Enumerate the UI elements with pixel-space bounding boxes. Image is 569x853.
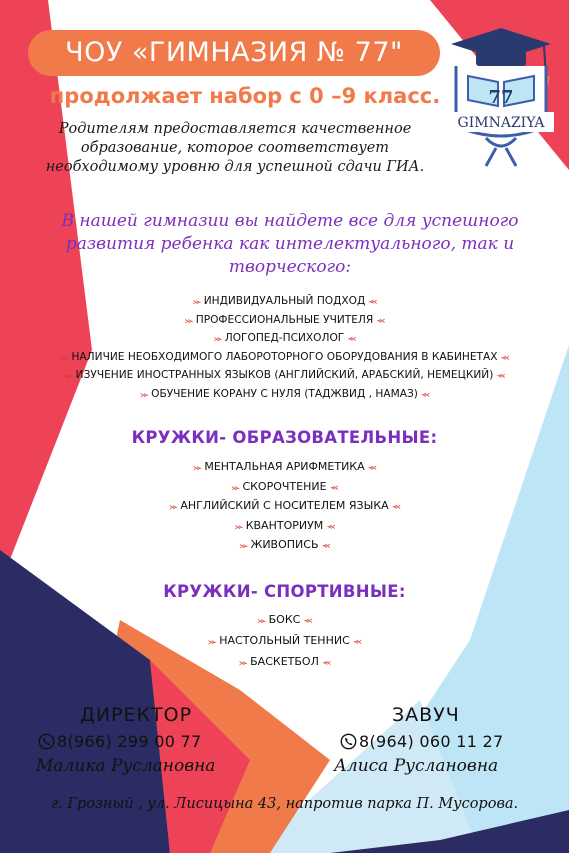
list-item: ⪼ ОБУЧЕНИЕ КОРАНУ С НУЛЯ (ТАДЖВИД , НАМАЗ) ⪻ bbox=[140, 387, 429, 400]
edu-clubs-title: КРУЖКИ- ОБРАЗОВАТЕЛЬНЫЕ: bbox=[131, 428, 438, 447]
chevron-left-icon: ⪻ bbox=[496, 371, 505, 381]
list-item: ⪼ СКОРОЧТЕНИЕ ⪻ bbox=[231, 479, 338, 493]
chevron-right-icon: ⪼ bbox=[231, 482, 239, 493]
chevron-left-icon: ⪻ bbox=[330, 482, 338, 493]
chevron-left-icon: ⪻ bbox=[421, 389, 429, 400]
enrollment-subtitle: продолжает набор с 0 –9 класс. bbox=[49, 84, 441, 108]
director-name: Малика Руслановна bbox=[36, 756, 216, 776]
list-item: ⪼ АНГЛИЙСКИЙ С НОСИТЕЛЕМ ЯЗЫКА ⪻ bbox=[169, 499, 400, 512]
sport-clubs-list bbox=[20, 610, 549, 673]
phone-icon bbox=[38, 733, 55, 750]
list-item: ⪼ МЕНТАЛЬНАЯ АРИФМЕТИКА ⪻ bbox=[193, 460, 376, 473]
edu-clubs-list bbox=[20, 458, 549, 556]
chevron-right-icon: ⪼ bbox=[257, 616, 266, 626]
chevron-left-icon: ⪻ bbox=[326, 521, 335, 532]
cap-band bbox=[476, 50, 526, 66]
director-title: ДИРЕКТОР bbox=[80, 704, 193, 726]
deputy-name: Алиса Руслановна bbox=[334, 756, 499, 776]
chevron-right-icon: ⪼ bbox=[60, 352, 69, 363]
list-item: ⪼ ИЗУЧЕНИЕ ИНОСТРАННЫХ ЯЗЫКОВ (АНГЛИЙСКИЙ, АРАБСКИЙ, НЕМЕЦКИЙ) ⪻ bbox=[64, 369, 505, 381]
chevron-left-icon: ⪻ bbox=[322, 658, 330, 668]
chevron-left-icon: ⪻ bbox=[303, 616, 312, 626]
list-item: ⪼ КВАНТОРИУМ ⪻ bbox=[234, 518, 335, 532]
features-list bbox=[20, 293, 549, 404]
logo-bow bbox=[486, 138, 516, 166]
chevron-right-icon: ⪼ bbox=[213, 334, 222, 344]
chevron-left-icon: ⪻ bbox=[392, 502, 400, 512]
chevron-left-icon: ⪻ bbox=[353, 637, 361, 647]
gymnasium-logo bbox=[446, 26, 556, 176]
logo-name: GIMNAZIYA bbox=[457, 115, 545, 131]
list-item: ⪼ ЖИВОПИСЬ ⪻ bbox=[239, 538, 330, 551]
list-item: ⪼ БАСКЕТБОЛ ⪻ bbox=[239, 655, 330, 668]
director-phone[interactable]: 8(966) 299 00 77 bbox=[38, 732, 202, 751]
list-item: ⪼ ПРОФЕССИОНАЛЬНЫЕ УЧИТЕЛЯ ⪻ bbox=[184, 313, 385, 326]
chevron-right-icon: ⪼ bbox=[239, 541, 247, 551]
list-item: ⪼ НАСТОЛЬНЫЙ ТЕННИС ⪻ bbox=[208, 634, 361, 647]
chevron-right-icon: ⪼ bbox=[184, 315, 193, 326]
chevron-right-icon: ⪼ bbox=[234, 521, 243, 532]
intro-text: Родителям предоставляется качественное образование, которое соответствует необходимому уровню для успешной сдачи ГИА. bbox=[45, 121, 425, 175]
list-item: ⪼ ИНДИВИДУАЛЬНЫЙ ПОДХОД ⪻ bbox=[192, 295, 377, 307]
chevron-right-icon: ⪼ bbox=[140, 389, 148, 400]
chevron-right-icon: ⪼ bbox=[192, 297, 201, 307]
page-title: ЧОУ «ГИМНАЗИЯ № 77" bbox=[28, 30, 440, 76]
features-lead: В нашей гимназии вы найдете все для успешного развития ребенка как интелектуального, так и творческого: bbox=[61, 211, 519, 277]
list-item: ⪼ НАЛИЧИЕ НЕОБХОДИМОГО ЛАБОРОТОРНОГО ОБОРУДОВАНИЯ В КАБИНЕТАХ ⪻ bbox=[60, 350, 509, 363]
chevron-right-icon: ⪼ bbox=[64, 371, 73, 381]
sport-clubs-title: КРУЖКИ- СПОРТИВНЫЕ: bbox=[163, 582, 406, 601]
deputy-title: ЗАВУЧ bbox=[392, 704, 460, 726]
logo-number: 77 bbox=[488, 87, 514, 108]
chevron-right-icon: ⪼ bbox=[193, 463, 201, 473]
deputy-phone[interactable]: 8(964) 060 11 27 bbox=[340, 732, 504, 751]
chevron-left-icon: ⪻ bbox=[376, 315, 385, 326]
chevron-right-icon: ⪼ bbox=[169, 502, 177, 512]
address-text: г. Грозный , ул. Лисицына 43, напротив парка П. Мусорова. bbox=[50, 796, 519, 812]
chevron-left-icon: ⪻ bbox=[368, 463, 376, 473]
chevron-right-icon: ⪼ bbox=[239, 658, 247, 668]
chevron-left-icon: ⪻ bbox=[500, 352, 509, 363]
list-item: ⪼ ЛОГОПЕД-ПСИХОЛОГ ⪻ bbox=[213, 332, 356, 344]
chevron-left-icon: ⪻ bbox=[347, 334, 356, 344]
phone-icon bbox=[340, 733, 357, 750]
chevron-left-icon: ⪻ bbox=[368, 297, 377, 307]
chevron-right-icon: ⪼ bbox=[208, 637, 216, 647]
list-item: ⪼ БОКС ⪻ bbox=[257, 613, 312, 626]
chevron-left-icon: ⪻ bbox=[322, 541, 330, 551]
